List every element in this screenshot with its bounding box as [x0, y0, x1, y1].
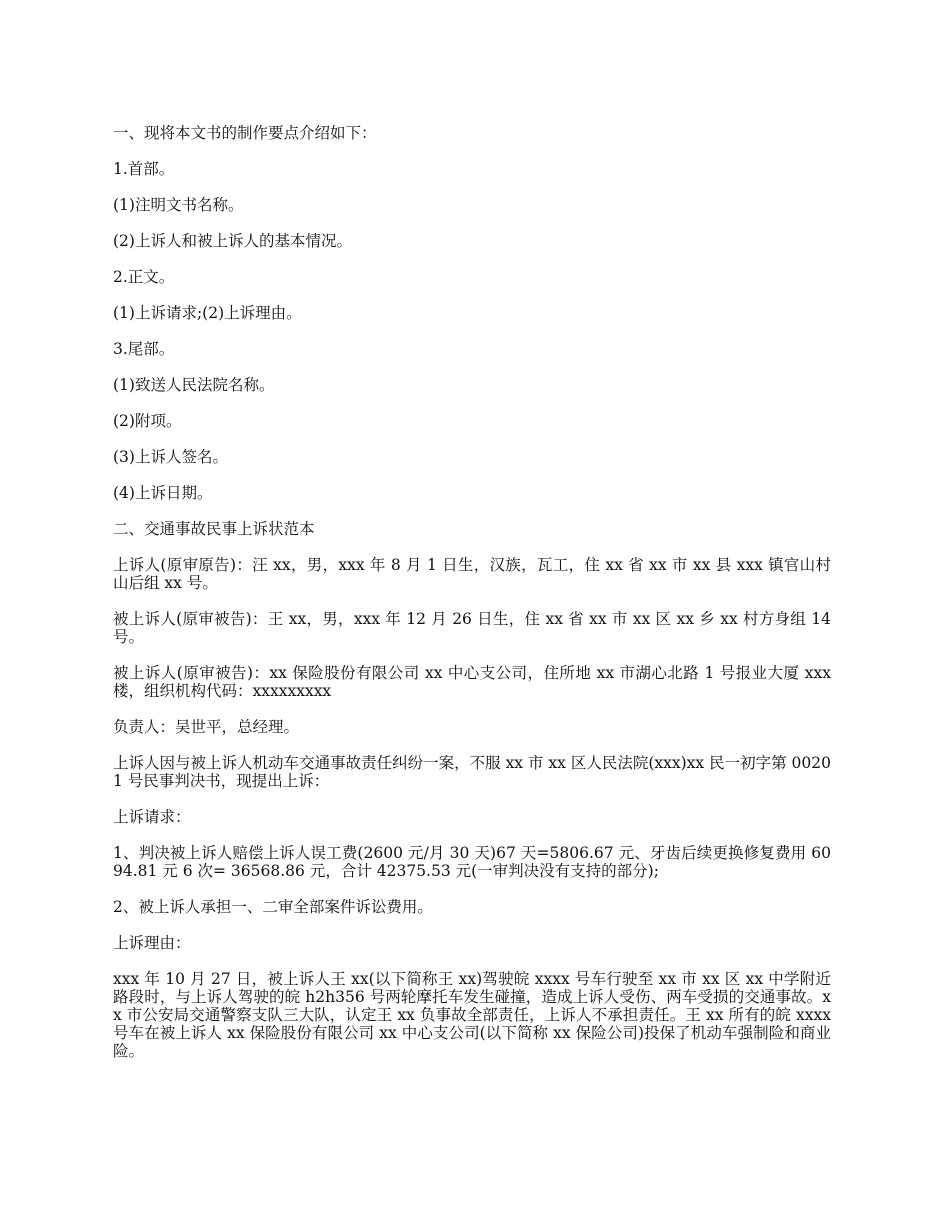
item-header: 1.首部。	[113, 160, 175, 178]
claim-1: 1、判决被上诉人赔偿上诉人误工费(2600 元/月 30 天)67 天=5806.67 元、牙齿后续更换修复费用 6094.81 元 6 次= 36568.86 元，合计 42375.53 元(一审判决没有支持的部分);	[113, 844, 831, 880]
appellee-info-2: 被上诉人(原审被告)：xx 保险股份有限公司 xx 中心支公司，住所地 xx 市湖心北路 1 号报业大厦 xxx 楼，组织机构代码：xxxxxxxxx	[113, 664, 831, 700]
document-body	[113, 124, 831, 1078]
claims-heading: 上诉请求：	[113, 808, 191, 826]
section-heading-2: 二、交通事故民事上诉状范本	[113, 520, 315, 538]
reasons-heading: 上诉理由：	[113, 934, 191, 952]
claim-2: 2、被上诉人承担一、二审全部案件诉讼费用。	[113, 898, 433, 916]
sub-item: (1)上诉请求;(2)上诉理由。	[113, 304, 302, 322]
sub-item: (4)上诉日期。	[113, 484, 213, 502]
sub-item: (1)注明文书名称。	[113, 196, 244, 214]
sub-item: (2)上诉人和被上诉人的基本情况。	[113, 232, 352, 250]
item-ending: 3.尾部。	[113, 340, 175, 358]
sub-item: (1)致送人民法院名称。	[113, 376, 275, 394]
sub-item: (3)上诉人签名。	[113, 448, 228, 466]
item-body: 2.正文。	[113, 268, 175, 286]
reasons-body: xxx 年 10 月 27 日，被上诉人王 xx(以下简称王 xx)驾驶皖 xxxx 号车行驶至 xx 市 xx 区 xx 中学附近路段时，与上诉人驾驶的皖 h2h356 号两轮摩托车发生碰撞，造成上诉人受伤、两车受损的交通事故。xx 市公安局交通警察支队三大队，认定王 xx 负事故全部责任，上诉人不承担责任。王 xx 所有的皖 xxxx 号车在被上诉人 xx 保险股份有限公司 xx 中心支公司(以下简称 xx 保险公司)投保了机动车强制险和商业险。	[113, 970, 831, 1060]
appellee-info-1: 被上诉人(原审被告)：王 xx，男，xxx 年 12 月 26 日生，住 xx 省 xx 市 xx 区 xx 乡 xx 村方身组 14 号。	[113, 610, 831, 646]
case-intro: 上诉人因与被上诉人机动车交通事故责任纠纷一案，不服 xx 市 xx 区人民法院(xxx)xx 民一初字第 00201 号民事判决书，现提出上诉：	[113, 754, 831, 790]
section-heading-1: 一、现将本文书的制作要点介绍如下：	[113, 124, 377, 142]
appellant-info: 上诉人(原审原告)：汪 xx，男，xxx 年 8 月 1 日生，汉族，瓦工，住 xx 省 xx 市 xx 县 xxx 镇官山村山后组 xx 号。	[113, 556, 831, 592]
responsible-person: 负责人：吴世平，总经理。	[113, 718, 300, 736]
sub-item: (2)附项。	[113, 412, 182, 430]
